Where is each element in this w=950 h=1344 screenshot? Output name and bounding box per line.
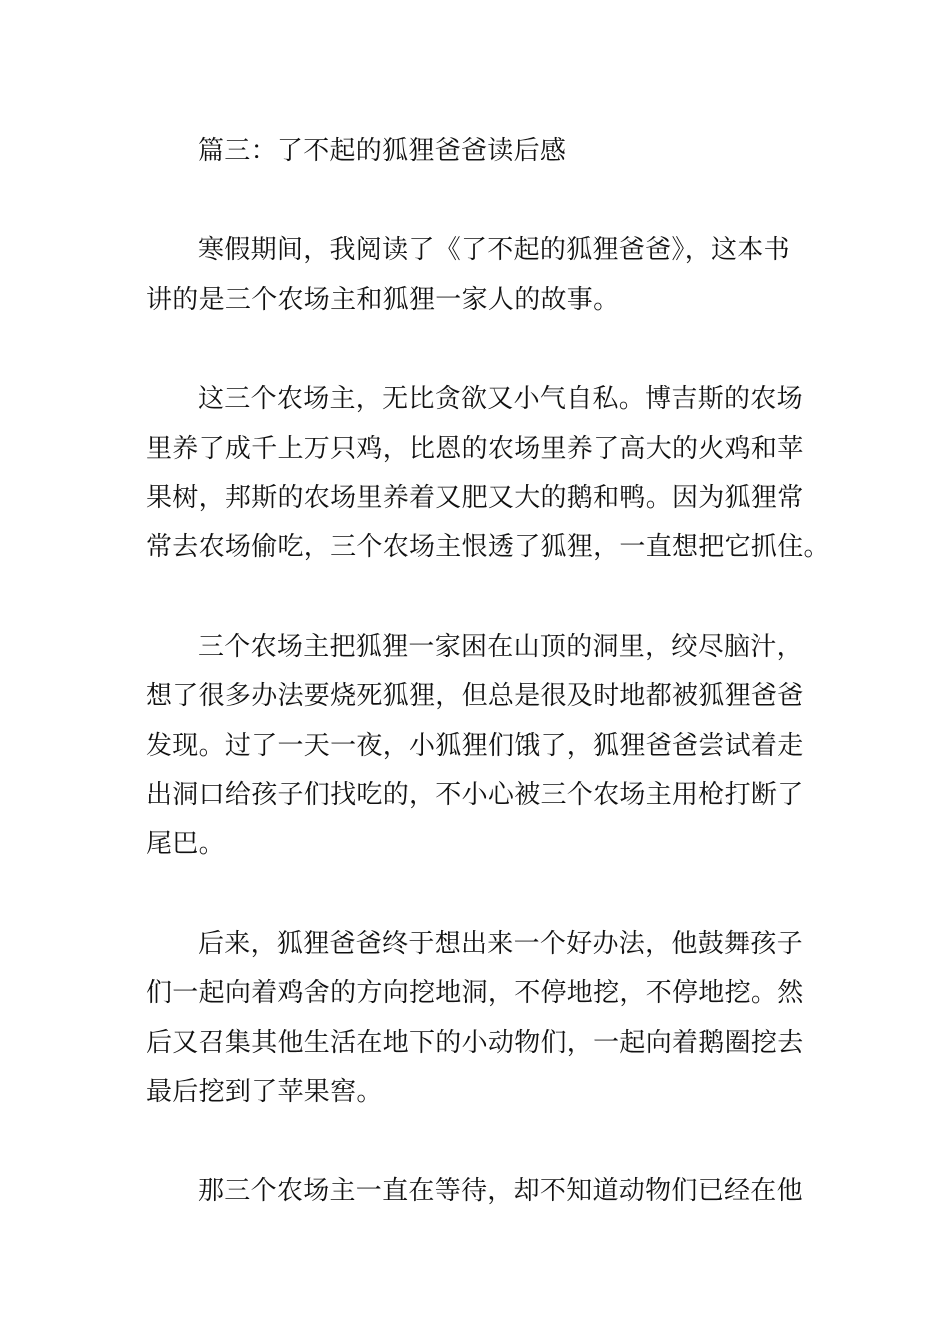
paragraph-line: 常去农场偷吃，三个农场主恨透了狐狸，一直想把它抓住。: [146, 532, 830, 562]
paragraph-line: 最后挖到了苹果窖。: [146, 1077, 383, 1107]
paragraph-line: 这三个农场主，无比贪欲又小气自私。博吉斯的农场: [198, 384, 803, 414]
paragraph-line: 里养了成千上万只鸡，比恩的农场里养了高大的火鸡和苹: [146, 434, 804, 464]
paragraph-line: 讲的是三个农场主和狐狸一家人的故事。: [146, 285, 620, 315]
paragraph-line: 果树，邦斯的农场里养着又肥又大的鹅和鸭。因为狐狸常: [146, 483, 804, 513]
paragraph-line: 后来，狐狸爸爸终于想出来一个好办法，他鼓舞孩子: [198, 929, 803, 959]
paragraph-line: 后又召集其他生活在地下的小动物们，一起向着鹅圈挖去: [146, 1028, 804, 1058]
document-title: 篇三：了不起的狐狸爸爸读后感: [198, 136, 567, 166]
paragraph-line: 三个农场主把狐狸一家困在山顶的洞里，绞尽脑汁，: [198, 632, 803, 662]
paragraph-line: 出洞口给孩子们找吃的，不小心被三个农场主用枪打断了: [146, 780, 804, 810]
paragraph-line: 想了很多办法要烧死狐狸，但总是很及时地都被狐狸爸爸: [146, 681, 804, 711]
paragraph-line: 发现。过了一天一夜，小狐狸们饿了，狐狸爸爸尝试着走: [146, 731, 804, 761]
paragraph-line: 寒假期间，我阅读了《了不起的狐狸爸爸》，这本书: [198, 235, 790, 265]
paragraph-line: 尾巴。: [146, 829, 225, 859]
paragraph-line: 那三个农场主一直在等待，却不知道动物们已经在他: [198, 1176, 803, 1206]
paragraph-line: 们一起向着鸡舍的方向挖地洞，不停地挖，不停地挖。然: [146, 978, 804, 1008]
